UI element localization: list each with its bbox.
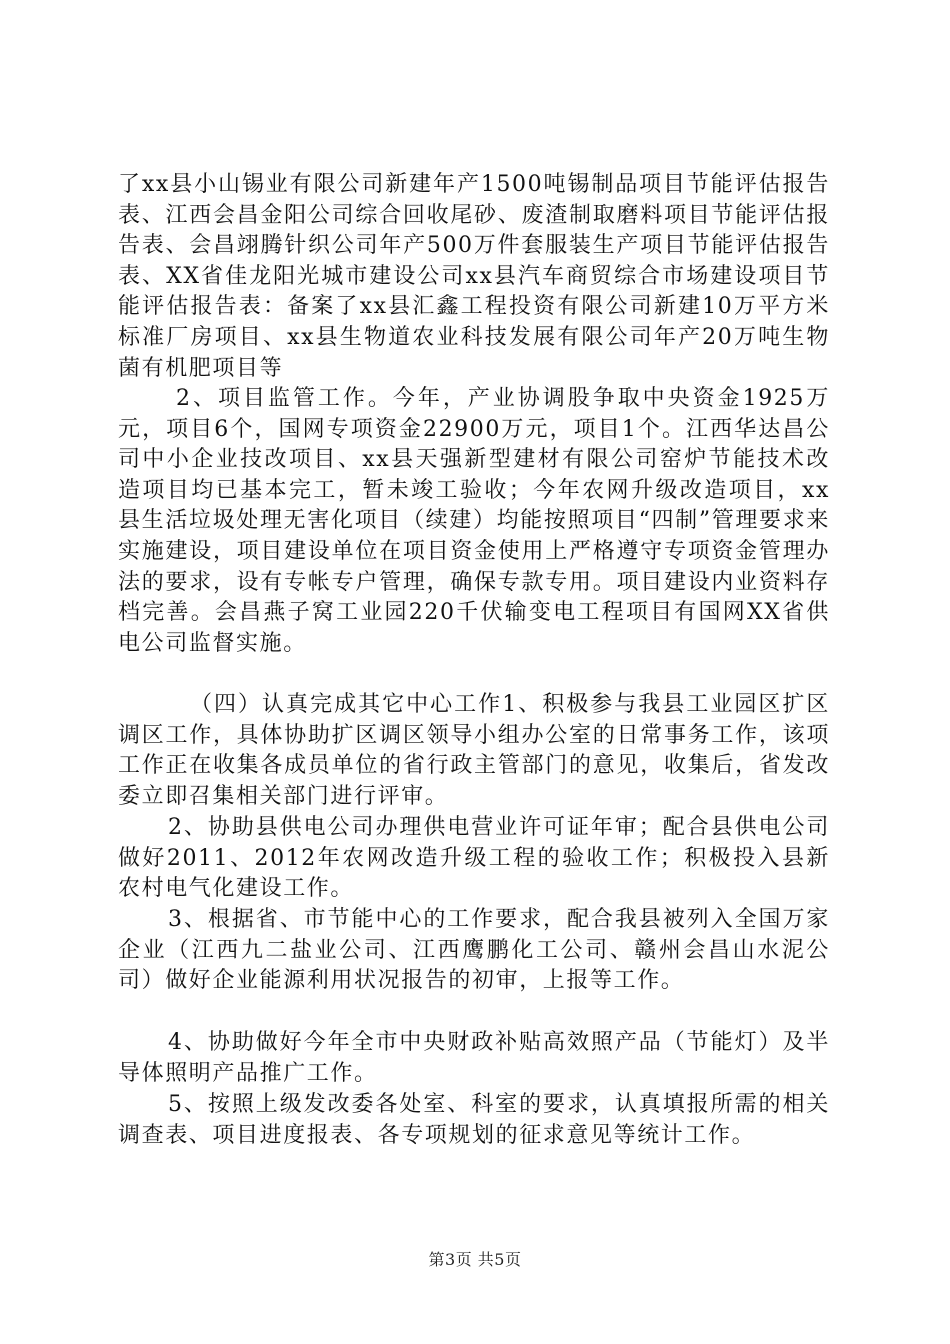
paragraph-other-central-work: （四）认真完成其它中心工作1、积极参与我县工业园区扩区调区工作，具体协助扩区调区领导小组办公室的日常事务工作，该项工作正在收集各成员单位的省行政主管部门的意见，收集后，省发改委立即召集相关部门进行评审。 xyxy=(118,692,830,809)
paragraph-project-supervision: 2、项目监管工作。今年，产业协调股争取中央资金1925万元，项目6个，国网专项资金22900万元，项目1个。江西华达昌公司中小企业技改项目、xx县天强新型建材有限公司窑炉节能技术改造项目均已基本完工，暂未竣工验收；今年农网升级改造项目，xx县生活垃圾处理无害化项目（续建）均能按照项目“四制”管理要求来实施建设，项目建设单位在项目资金使用上严格遵守专项资金管理办法的要求，设有专帐专户管理，确保专款专用。项目建设内业资料存档完善。会昌燕子窝工业园220千伏输变电工程项目有国网XX省供电公司监督实施。 xyxy=(118,386,830,656)
paragraph-power-supply-license: 2、协助县供电公司办理供电营业许可证年审；配合县供电公司做好2011、2012年农网改造升级工程的验收工作；积极投入县新农村电气化建设工作。 xyxy=(118,815,830,902)
paragraph-energy-saving-center: 3、根据省、市节能中心的工作要求，配合我县被列入全国万家企业（江西九二盐业公司、江西鹰鹏化工公司、赣州会昌山水泥公司）做好企业能源利用状况报告的初审，上报等工作。 xyxy=(118,907,830,994)
paragraph-lighting-promotion: 4、协助做好今年全市中央财政补贴高效照产品（节能灯）及半导体照明产品推广工作。 xyxy=(118,1030,830,1086)
paragraph-project-filings: 了xx县小山锡业有限公司新建年产1500吨锡制品项目节能评估报告表、江西会昌金阳公司综合回收尾砂、废渣制取磨料项目节能评估报告表、会昌翊腾针织公司年产500万件套服装生产项目节能评估报告表、XX省佳龙阳光城市建设公司xx县汽车商贸综合市场建设项目节能评估报告表：备案了xx县汇鑫工程投资有限公司新建10万平方米标准厂房项目、xx县生物道农业科技发展有限公司年产20万吨生物菌有机肥项目等 xyxy=(118,172,830,381)
paragraph-statistical-reports: 5、按照上级发改委各处室、科室的要求，认真填报所需的相关调查表、项目进度报表、各专项规划的征求意见等统计工作。 xyxy=(118,1092,830,1148)
page-number-footer: 第3页 共5页 xyxy=(428,1250,522,1269)
